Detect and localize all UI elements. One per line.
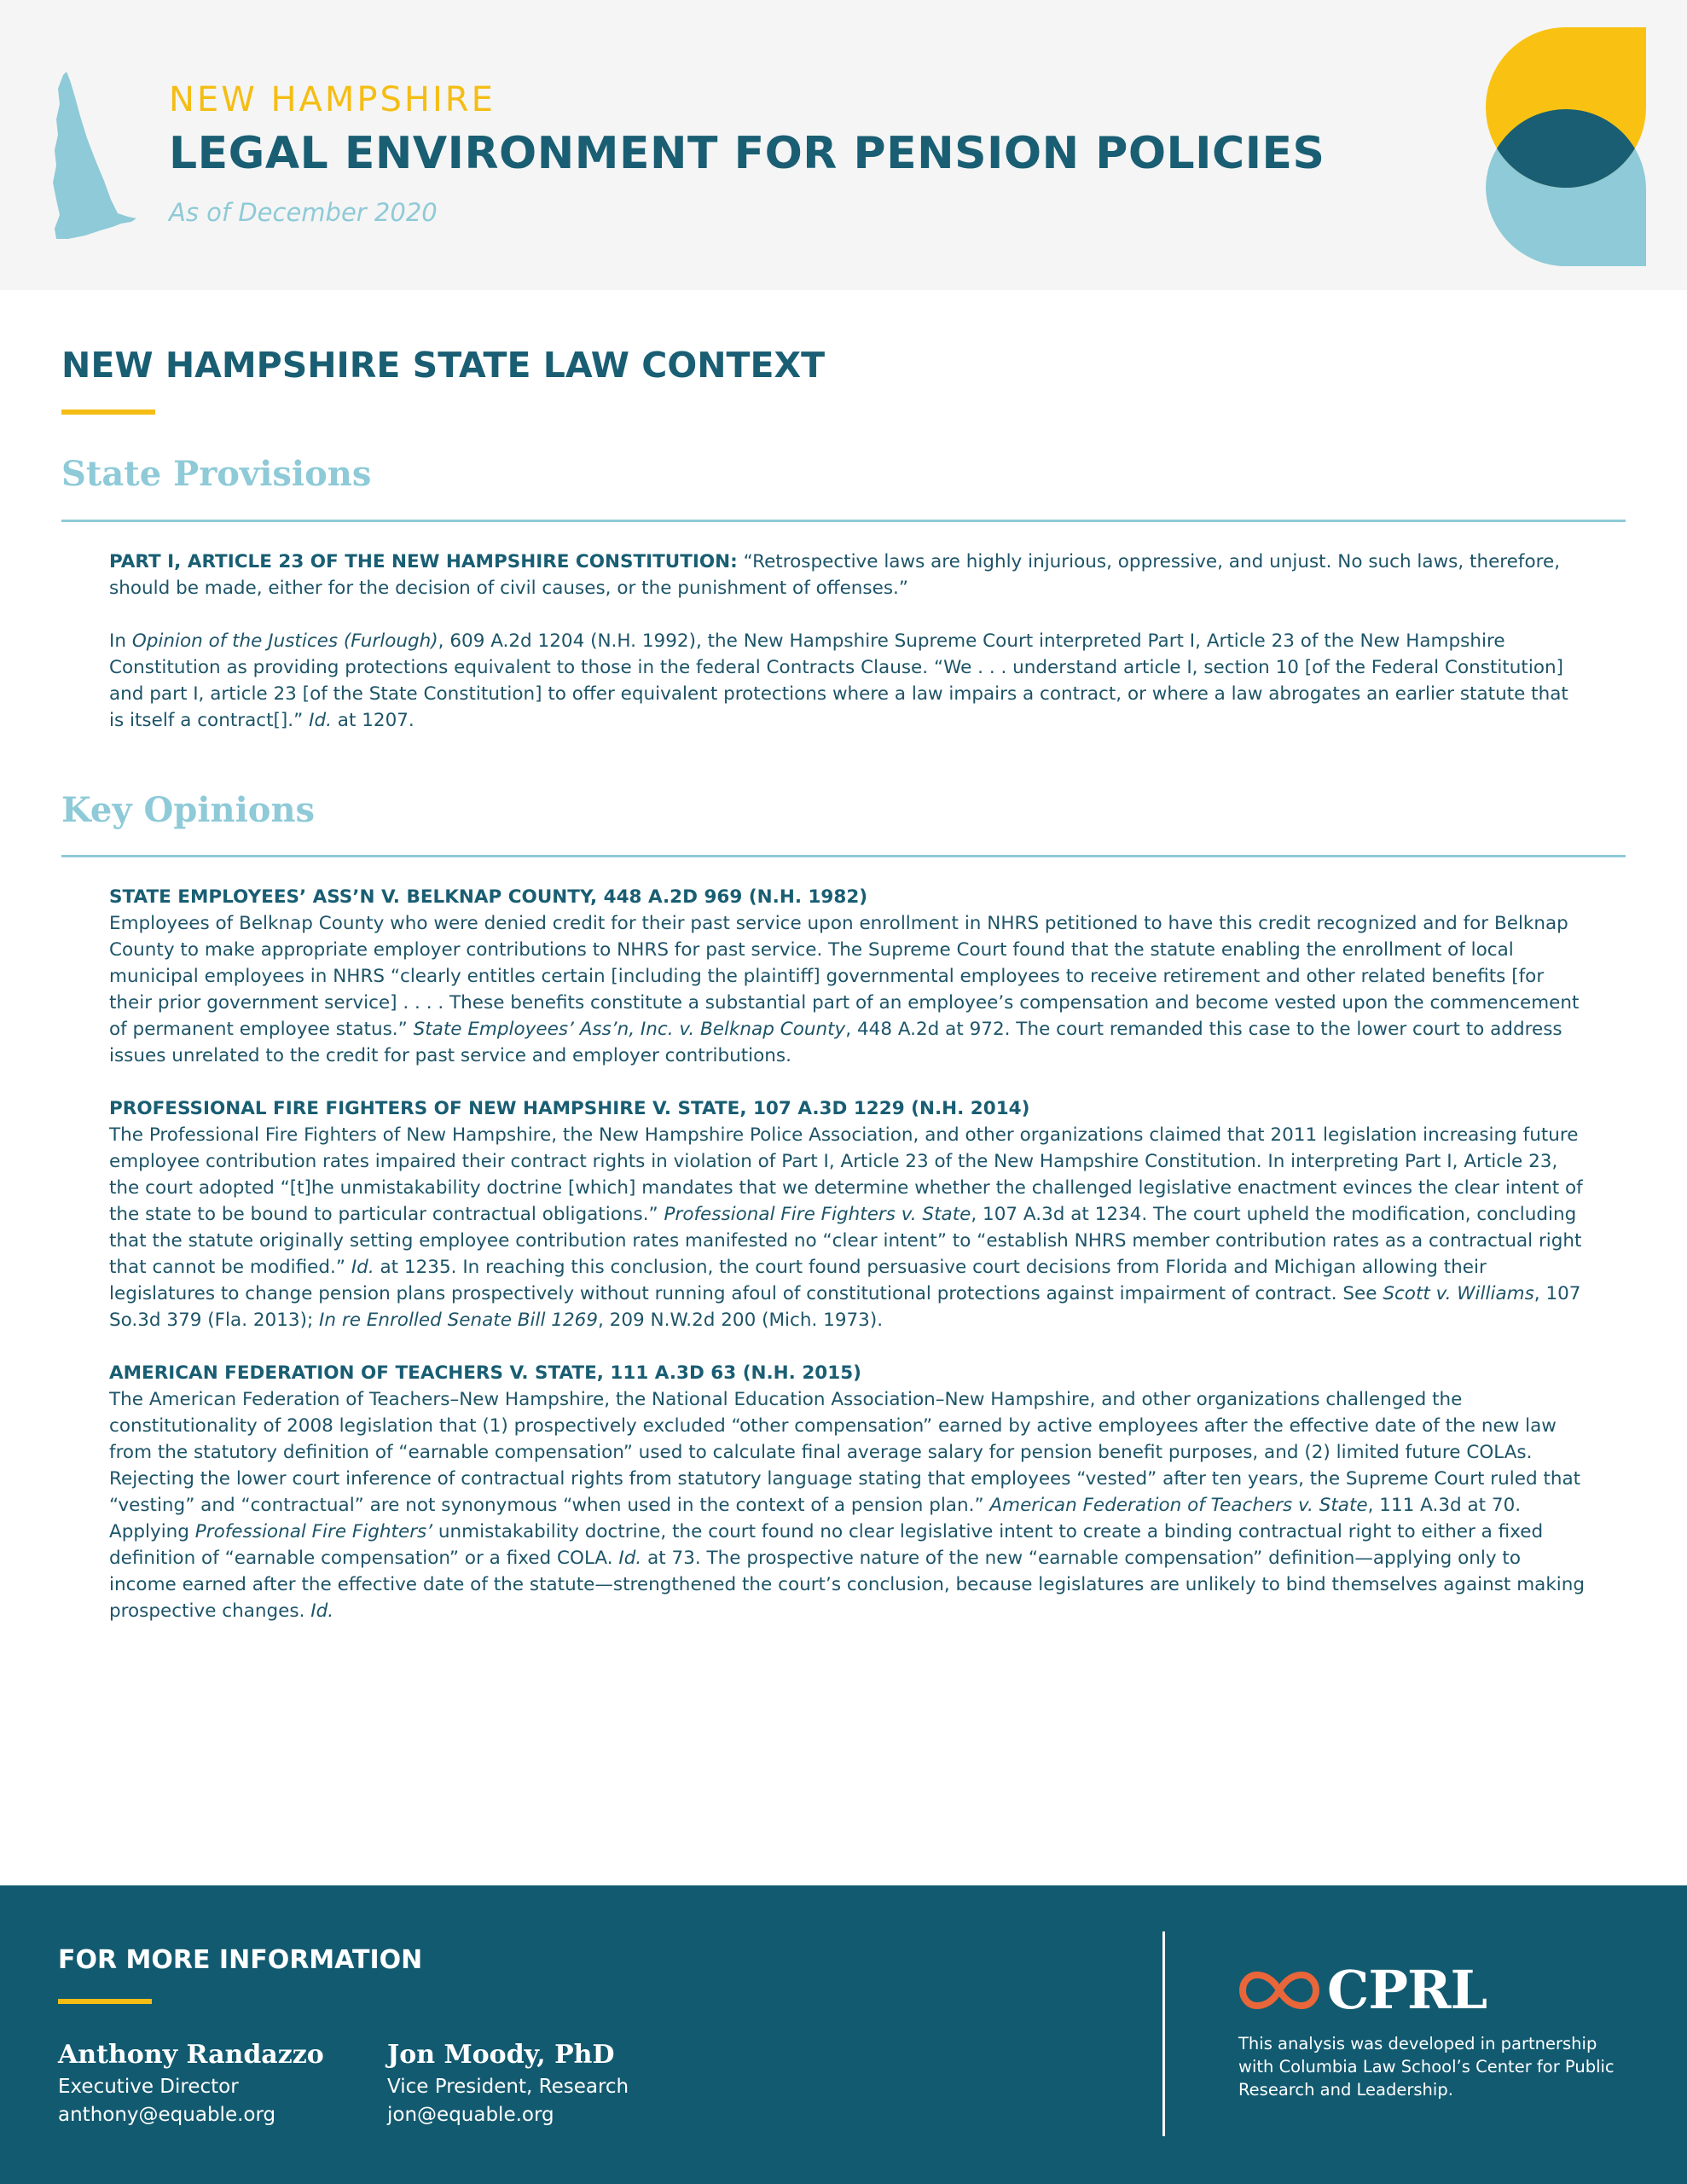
footer-divider	[1162, 1931, 1165, 2136]
text-run: Employees of Belknap County who were denied credit for their past service upon enrollment in NHRS petitioned to have this credit recognized and for Belknap County to make appropriate employer contributions to NHRS for past service. The Supreme Court found that the statute enabling the enrollment of local municipal employees in NHRS “clearly entitles certain [including the plaintiff] governmental employees to receive retirement and other related benefits [for their prior government service] . . . . These benefits constitute a substantial part of an employee’s compensation and become vested upon the commencement of permanent employee status.”	[109, 913, 1580, 1040]
id-citation: Id.	[351, 1257, 374, 1278]
divider	[61, 520, 1626, 522]
text-run: , 209 N.W.2d 200 (Mich. 1973).	[598, 1310, 884, 1331]
case-title: PROFESSIONAL FIRE FIGHTERS OF NEW HAMPSHIRE V. STATE, 107 A.3D 1229 (N.H. 2014)	[109, 1098, 1030, 1119]
section-title: NEW HAMPSHIRE STATE LAW CONTEXT	[61, 345, 826, 386]
as-of-date: As of December 2020	[169, 198, 438, 227]
opinion-fire-fighters	[109, 1095, 1585, 1333]
contact-email[interactable]: anthony@equable.org	[58, 2104, 276, 2126]
id-citation: Id.	[309, 710, 332, 731]
key-opinions-heading: Key Opinions	[61, 790, 316, 830]
case-citation: Professional Fire Fighters’	[194, 1521, 433, 1542]
case-citation: Professional Fire Fighters v. State	[664, 1204, 971, 1225]
text-run: unmistakability doctrine, the court found no clear legislative intent to create a binding contractual right to either a fixed definition of “earnable compensation” or a fixed COLA.	[109, 1521, 1544, 1569]
cprl-logo	[1238, 1959, 1487, 2021]
partner-note: This analysis was developed in partnership with Columbia Law School’s Center for Public Research and Leadership.	[1238, 2034, 1615, 2100]
text-run: at 73. The prospective nature of the new “earnable compensation” definition—applying only to income earned after the effective date of the statute—strengthened the court’s conclusion, because legislatures are unlikely to bind themselves against making prospective changes.	[109, 1548, 1586, 1622]
text-run: , 609 A.2d 1204 (N.H. 1992), the New Hampshire Supreme Court interpreted Part I, Article 23 of the New Hampshire Constitution as providing protections equivalent to those in the federal Contracts Clause. “We . . . understand article I, section 10 [of the Federal Constitution] and part I, article 23 [of the State Constitution] to offer equivalent protections where a law impairs a contract, or where a law abrogates an earlier statute that is itself a contract[].”	[109, 630, 1568, 731]
text-run: In	[109, 630, 132, 652]
contact-card	[58, 2037, 324, 2129]
provision-quote: “Retrospective laws are highly injurious, oppressive, and unjust. No such laws, therefore, should be made, either for the decision of civil causes, or the punishment of offenses.”	[109, 551, 1561, 599]
contact-name: Anthony Randazzo	[58, 2040, 324, 2070]
text-run: , 448 A.2d at 972. The court remanded this case to the lower court to address issues unrelated to the credit for past service and employer contributions.	[109, 1019, 1562, 1066]
case-title: STATE EMPLOYEES’ ASS’N V. BELKNAP COUNTY, 448 A.2D 969 (N.H. 1982)	[109, 886, 868, 908]
new-hampshire-map-icon	[51, 72, 140, 242]
case-citation: American Federation of Teachers v. State	[989, 1495, 1368, 1516]
contact-card	[387, 2037, 629, 2129]
document-title: LEGAL ENVIRONMENT FOR PENSION POLICIES	[169, 128, 1325, 179]
header-banner	[0, 0, 1687, 290]
opinion-teachers	[109, 1360, 1585, 1624]
contact-role: Executive Director	[58, 2076, 239, 2098]
id-citation: Id.	[618, 1548, 642, 1569]
case-citation: In re Enrolled Senate Bill 1269	[319, 1310, 598, 1331]
case-citation: Scott v. Williams	[1383, 1283, 1534, 1304]
header-state: NEW HAMPSHIRE	[169, 80, 496, 119]
id-citation: Id.	[310, 1600, 334, 1622]
provision-article-23	[109, 549, 1585, 601]
divider	[61, 855, 1626, 857]
text-run: , 107 A.3d at 1234. The court upheld the modification, concluding that the statute originally setting employee contribution rates manifested no “clear intent” to “establish NHRS member contribution rates as a contractual right that cannot be modified.”	[109, 1204, 1582, 1278]
state-provisions-heading: State Provisions	[61, 454, 372, 494]
contact-name: Jon Moody, PhD	[387, 2040, 615, 2070]
footer-heading: FOR MORE INFORMATION	[58, 1945, 423, 1975]
text-run: at 1207.	[331, 710, 415, 731]
text-run: at 1235. In reaching this conclusion, the court found persuasive court decisions from Florida and Michigan allowing their legislatures to change pension plans prospectively without running afoul of constitutional protections against impairment of contract. See	[109, 1257, 1487, 1304]
contact-email[interactable]: jon@equable.org	[387, 2104, 554, 2126]
equable-logo-mark	[1486, 27, 1651, 268]
case-citation: Opinion of the Justices (Furlough)	[131, 630, 438, 652]
footer-underline	[58, 1999, 152, 2004]
contact-role: Vice President, Research	[387, 2076, 629, 2098]
provision-label: PART I, ARTICLE 23 OF THE NEW HAMPSHIRE CONSTITUTION:	[109, 551, 738, 572]
case-citation: State Employees’ Ass’n, Inc. v. Belknap County	[413, 1019, 846, 1040]
infinity-icon	[1238, 1970, 1320, 2011]
opinion-belknap-county	[109, 884, 1585, 1069]
text-run: The American Federation of Teachers–New Hampshire, the National Education Association–New Hampshire, and other organizations challenged the constitutionality of 2008 legislation that (1) prospectively excluded “other compensation” earned by active employees after the effective date of the new law from the statutory definition of “earnable compensation” used to calculate final average salary for pension benefit purposes, and (2) limited future COLAs. Rejecting the lower court inference of contractual rights from statutory language stating that employees “vested” after ten years, the Supreme Court ruled that “vesting” and “contractual” are not synonymous “when used in the context of a pension plan.”	[109, 1389, 1581, 1516]
text-run: , 111 A.3d at 70. Applying	[109, 1495, 1522, 1542]
cprl-wordmark: CPRL	[1327, 1959, 1487, 2021]
footer	[0, 1885, 1687, 2184]
case-title: AMERICAN FEDERATION OF TEACHERS V. STATE, 111 A.3D 63 (N.H. 2015)	[109, 1362, 861, 1384]
text-run: , 107 So.3d 379 (Fla. 2013);	[109, 1283, 1581, 1331]
provision-interpretation	[109, 628, 1585, 734]
text-run: The Professional Fire Fighters of New Hampshire, the New Hampshire Police Association, and other organizations claimed that 2011 legislation increasing future employee contribution rates impaired their contract rights in violation of Part I, Article 23 of the New Hampshire Constitution. In interpreting Part I, Article 23, the court adopted “[t]he unmistakability doctrine [which] mandates that we determine whether the challenged legislative enactment evinces the clear intent of the state to be bound to particular contractual obligations.”	[109, 1124, 1583, 1225]
section-underline	[61, 410, 155, 415]
